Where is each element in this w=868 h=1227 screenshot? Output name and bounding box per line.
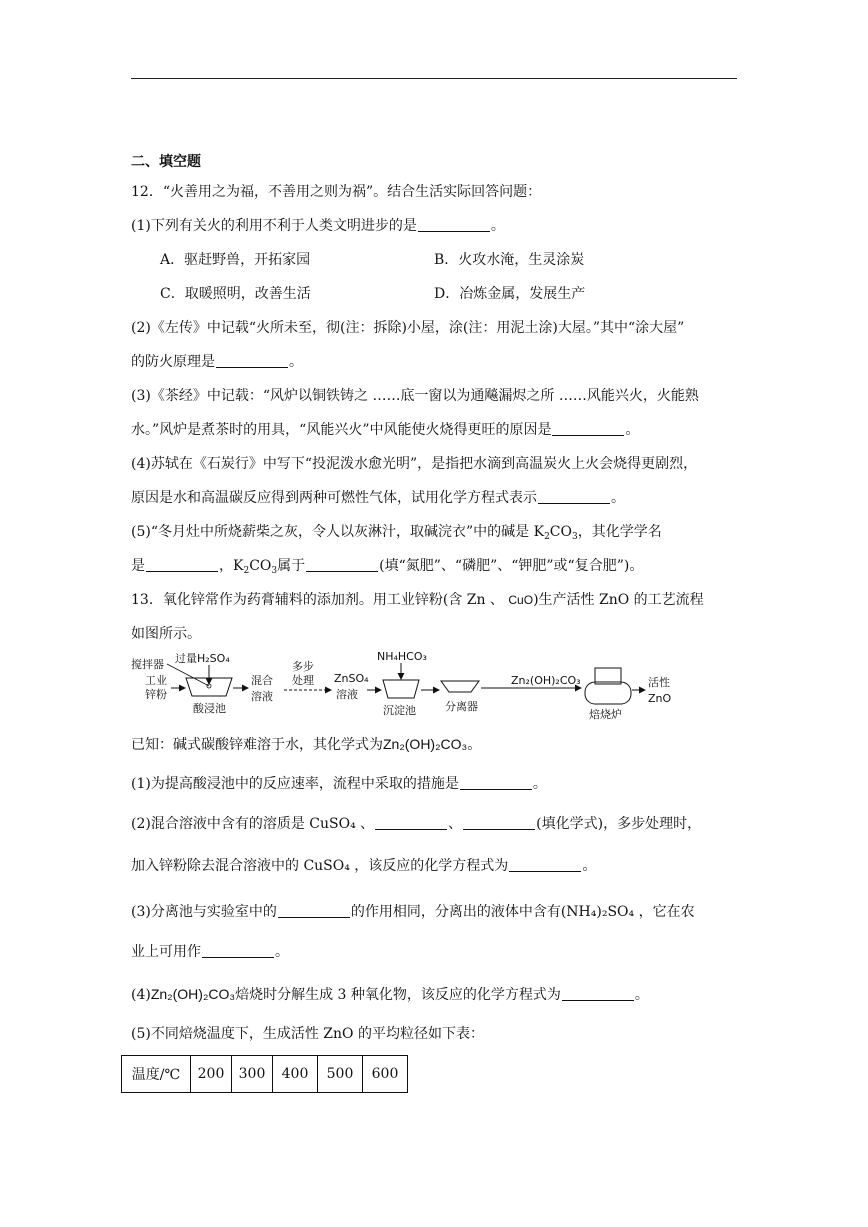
q13-stem-line2: 如图所示。 bbox=[131, 626, 201, 642]
flow-label-separator: 分离器 bbox=[445, 700, 478, 713]
table-header-cell: 温度/℃ bbox=[122, 1056, 191, 1093]
flow-label-stirrer: 搅拌器 bbox=[131, 658, 164, 671]
flow-label-steps-2: 处理 bbox=[292, 674, 314, 687]
q12-part5-text-f: CO bbox=[249, 558, 272, 574]
settling-tank bbox=[383, 680, 419, 698]
q13-part4-number: (4) bbox=[131, 987, 151, 1003]
q12-part4-text: 原因是水和高温碳反应得到两种可燃性气体，试用化学方程式表示 bbox=[131, 490, 537, 506]
q13-part1 bbox=[131, 774, 547, 794]
q13-part2-end: 。 bbox=[582, 858, 597, 874]
temperature-table bbox=[121, 1055, 408, 1093]
table-row bbox=[122, 1056, 408, 1093]
q12-part5-line2 bbox=[131, 556, 643, 576]
q13-part2-line2 bbox=[131, 856, 596, 876]
basic-zinc-carbonate-formula: Zn₂(OH)₂CO₃ bbox=[383, 736, 468, 752]
subscript: 2 bbox=[544, 532, 550, 542]
flow-label-acid-pool: 酸浸池 bbox=[193, 702, 226, 715]
q13-known bbox=[131, 734, 481, 755]
answer-blank[interactable] bbox=[509, 857, 581, 872]
q12-part2-line2 bbox=[131, 352, 303, 372]
answer-blank[interactable] bbox=[562, 986, 634, 1001]
q13-part1-end: 。 bbox=[532, 776, 547, 792]
process-flow-diagram bbox=[131, 648, 691, 728]
q13-part2-line1 bbox=[131, 814, 701, 834]
q12-part4-end: 。 bbox=[611, 490, 625, 506]
q12-part1 bbox=[131, 216, 505, 236]
flow-label-znso4-2: 溶液 bbox=[336, 688, 358, 701]
flow-label-feed-1: 工业 bbox=[145, 674, 167, 687]
q13-stem-b: )生产活性 ZnO 的工艺流程 bbox=[533, 592, 704, 608]
table-cell: 200 bbox=[191, 1056, 232, 1093]
flow-label-mix-1: 混合 bbox=[251, 674, 273, 687]
section-title: 二、填空题 bbox=[131, 154, 201, 170]
q13-part5: (5)不同焙烧温度下，生成活性 ZnO 的平均粒径如下表： bbox=[131, 1026, 484, 1042]
q12-part3-end: 。 bbox=[625, 422, 640, 438]
q12-part3-text: 水。”风炉是煮茶时的用具，“风能兴火”中风能使火烧得更旺的原因是 bbox=[131, 422, 552, 438]
q12-part1-text: (1)下列有关火的利用不利于人类文明进步的是 bbox=[131, 218, 417, 234]
answer-blank[interactable] bbox=[216, 353, 288, 368]
q12-part5-text-e: ，K bbox=[219, 558, 244, 574]
header-rule bbox=[131, 78, 737, 79]
answer-blank[interactable] bbox=[146, 557, 218, 572]
q13-part4-text: 焙烧时分解生成 3 种氧化物，该反应的化学方程式为 bbox=[235, 987, 561, 1003]
flow-label-nh4hco3: NH₄HCO₃ bbox=[377, 650, 427, 663]
subscript: 3 bbox=[572, 532, 578, 542]
separator-funnel bbox=[441, 681, 479, 692]
q13-part3-end: 。 bbox=[275, 944, 289, 960]
q12-part2-text: 的防火原理是 bbox=[131, 354, 215, 370]
flow-label-acid: 过量H₂SO₄ bbox=[175, 652, 230, 665]
answer-blank[interactable] bbox=[418, 217, 490, 232]
flow-label-settle: 沉淀池 bbox=[383, 704, 416, 717]
option-c: C．取暖照明，改善生活 bbox=[160, 286, 311, 302]
q13-part2-text-c: (填化学式)，多步处理时， bbox=[536, 816, 702, 832]
flow-label-product: Zn₂(OH)₂CO₃ bbox=[511, 674, 581, 687]
q13-known-text: 已知：碱式碳酸锌难溶于水，其化学式为 bbox=[131, 737, 383, 753]
q13-part4-end: 。 bbox=[634, 987, 649, 1003]
answer-blank[interactable] bbox=[202, 943, 274, 958]
q13-part3-text-c: 业上可用作 bbox=[131, 944, 201, 960]
q13-part2-text-b: 、 bbox=[448, 816, 463, 832]
answer-blank[interactable] bbox=[463, 815, 535, 830]
q13-part3-text-b: 的作用相同，分离出的液体中含有(NH₄)₂SO₄ ，它在农 bbox=[350, 904, 695, 920]
q12-part5-text-g: 属于 bbox=[277, 558, 306, 574]
q12-part3-line2 bbox=[131, 420, 639, 440]
q12-stem: 12．“火善用之为福，不善用之则为祸”。结合生活实际回答问题： bbox=[131, 184, 542, 200]
table-cell: 500 bbox=[318, 1056, 363, 1093]
table-cell: 600 bbox=[363, 1056, 408, 1093]
flow-label-feed-2: 锌粉 bbox=[145, 688, 167, 701]
flow-label-znso4-1: ZnSO₄ bbox=[334, 672, 369, 685]
subscript: 2 bbox=[243, 566, 250, 576]
q12-part5-text-h: (填“氮肥”、“磷肥”、“钾肥”或“复合肥”)。 bbox=[379, 558, 644, 574]
answer-blank[interactable] bbox=[375, 815, 447, 830]
q12-part2-end: 。 bbox=[289, 354, 303, 370]
option-b: B．火攻水淹，生灵涂炭 bbox=[434, 252, 585, 268]
option-a: A．驱赶野兽，开拓家园 bbox=[160, 252, 311, 268]
basic-zinc-carbonate-formula: Zn₂(OH)₂CO₃ bbox=[150, 986, 236, 1002]
q12-part5-text-d: 是 bbox=[131, 558, 145, 574]
cuo-formula: CuO bbox=[508, 593, 534, 607]
q13-stem-a: 13．氧化锌常作为药膏辅料的添加剂。用工业锌粉(含 Zn 、 bbox=[131, 592, 509, 608]
roasting-furnace bbox=[585, 682, 631, 704]
flow-label-out-1: 活性 bbox=[648, 676, 670, 689]
flow-label-mix-2: 溶液 bbox=[251, 690, 273, 703]
flow-label-furnace: 焙烧炉 bbox=[589, 708, 622, 721]
flow-label-out-2: ZnO bbox=[648, 692, 672, 705]
q12-part1-end: 。 bbox=[490, 218, 505, 234]
q13-part3-text-a: (3)分离池与实验室中的 bbox=[131, 904, 277, 920]
subscript: 3 bbox=[271, 566, 278, 576]
q12-part4-line2 bbox=[131, 488, 625, 508]
q13-part1-text: (1)为提高酸浸池中的反应速率，流程中采取的措施是 bbox=[131, 776, 459, 792]
flow-label-steps-1: 多步 bbox=[292, 660, 314, 673]
q12-part3-line1: (3)《茶经》中记载：“风炉以铜铁铸之 ……底一窗以为通飚漏烬之所 ……风能兴火，火能熟 bbox=[131, 388, 699, 404]
answer-blank[interactable] bbox=[306, 557, 378, 572]
answer-blank[interactable] bbox=[460, 775, 532, 790]
q12-part5-line1 bbox=[131, 522, 662, 542]
q13-part3-line2 bbox=[131, 942, 289, 962]
q12-part4-line1: (4)苏轼在《石炭行》中写下“投泥泼水愈光明”，是指把水滴到高温炭火上火会烧得更剧烈， bbox=[131, 456, 698, 472]
option-d: D．冶炼金属，发展生产 bbox=[434, 286, 586, 302]
answer-blank[interactable] bbox=[278, 903, 350, 918]
table-cell: 400 bbox=[273, 1056, 318, 1093]
q13-stem-line1 bbox=[131, 590, 704, 610]
q13-part2-text-d: 加入锌粉除去混合溶液中的 CuSO₄ ，该反应的化学方程式为 bbox=[131, 858, 509, 874]
q12-part5-text-c: ，其化学学名 bbox=[577, 524, 662, 540]
answer-blank[interactable] bbox=[538, 489, 610, 504]
q12-part2-line1: (2)《左传》中记载“火所未至，彻(注：拆除)小屋，涂(注：用泥土涂)大屋。”其中“涂大屋” bbox=[131, 320, 685, 336]
q13-part3-line1 bbox=[131, 902, 695, 922]
q13-known-end: 。 bbox=[467, 737, 482, 753]
q12-part5-text-b: CO bbox=[549, 524, 572, 540]
q13-part2-text-a: (2)混合溶液中含有的溶质是 CuSO₄ 、 bbox=[131, 816, 375, 832]
answer-blank[interactable] bbox=[552, 421, 624, 436]
q13-part4 bbox=[131, 984, 649, 1005]
q12-part5-text-a: (5)“冬月灶中所烧薪柴之灰，令人以灰淋汁，取碱浣衣”中的碱是 K bbox=[131, 524, 545, 540]
table-cell: 300 bbox=[232, 1056, 273, 1093]
